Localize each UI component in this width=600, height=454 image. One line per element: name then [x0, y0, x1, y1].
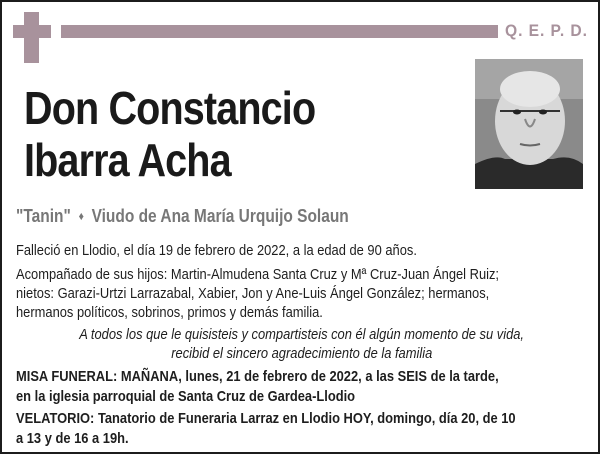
subtitle: [16, 206, 349, 227]
death-notice: Falleció en Llodio, el día 19 de febrero de 2022, a la edad de 90 años.: [16, 242, 417, 259]
funeral-line: MISA FUNERAL: MAÑANA, lunes, 21 de febrero de 2022, a las SEIS de la tarde,: [16, 368, 499, 385]
thanks-text: recibid el sincero agradecimiento de la familia: [171, 345, 433, 362]
diamond-separator-icon: ♦: [78, 209, 84, 223]
wake-line: a 13 y de 16 a 19h.: [16, 430, 129, 447]
nickname: "Tanin": [16, 206, 71, 226]
family-line: nietos: Garazi-Urtzi Larrazabal, Xabier, Jon y Ane-Luis Ángel González; hermanos,: [16, 285, 490, 302]
funeral-line: en la iglesia parroquial de Santa Cruz de Gardea-Llodio: [16, 388, 356, 405]
wake-line: VELATORIO: Tanatorio de Funeraria Larraz en Llodio HOY, domingo, día 20, de 10: [16, 410, 516, 427]
name-line-1: Don Constancio: [24, 82, 316, 134]
thanks-text: A todos los que le quisisteis y compartisteis con él algún momento de su vida,: [79, 326, 525, 343]
name-line-2: Ibarra Acha: [24, 134, 231, 186]
cross-icon-arm: [13, 25, 51, 38]
thanks-line: [2, 344, 600, 363]
family-line: hermanos políticos, sobrinos, primos y demás familia.: [16, 304, 323, 321]
deceased-name: [24, 82, 402, 186]
spouse-note: Viudo de Ana María Urquijo Solaun: [91, 206, 349, 226]
portrait-photo: [475, 59, 583, 189]
family-line: Acompañado de sus hijos: Martin-Almudena Santa Cruz y Mª Cruz-Juan Ángel Ruiz;: [16, 266, 500, 283]
qepd-label: Q. E. P. D.: [505, 21, 588, 40]
header-bar: [61, 25, 498, 38]
thanks-line: [2, 325, 600, 344]
